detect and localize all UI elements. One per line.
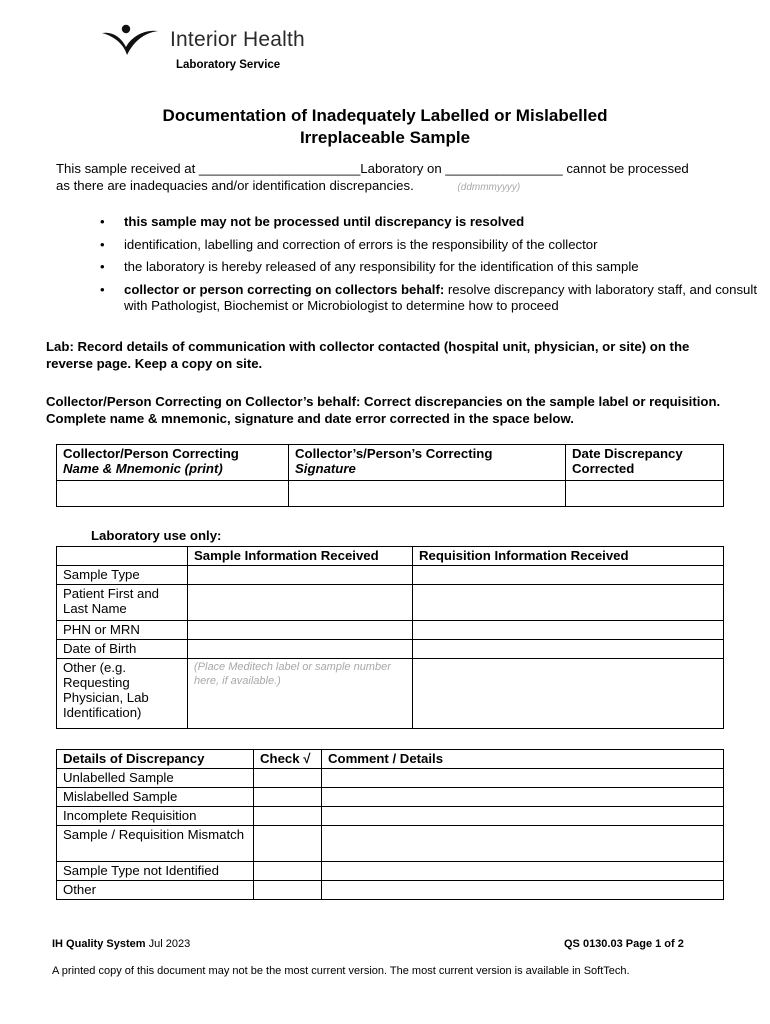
collector-name-field[interactable]	[57, 481, 289, 507]
list-item: • identification, labelling and correction of errors is the responsibility of the collector	[100, 237, 760, 254]
doc-reference: QS 0130.03 Page 1 of 2	[564, 938, 684, 950]
requisition-info-field[interactable]	[413, 659, 724, 729]
details-header: Details of Discrepancy	[57, 750, 254, 769]
footer-system	[52, 938, 190, 950]
comment-field[interactable]	[322, 807, 724, 826]
requisition-info-field[interactable]	[413, 566, 724, 585]
discrepancy-table	[56, 749, 724, 900]
meditech-label-placeholder: (Place Meditech label or sample number here, if available.)	[194, 661, 391, 687]
sample-info-field[interactable]	[188, 585, 413, 621]
comment-field[interactable]	[322, 826, 724, 862]
collector-signature-field[interactable]	[289, 481, 566, 507]
comment-field[interactable]	[322, 788, 724, 807]
check-field[interactable]	[254, 807, 322, 826]
lab-use-table	[56, 546, 724, 729]
collector-name-header: Collector/Person Correcting Name & Mnemonic (print)	[57, 445, 289, 481]
row-label: Other (e.g. Requesting Physician, Lab Identification)	[57, 659, 188, 729]
comment-header: Comment / Details	[322, 750, 724, 769]
header-logo	[100, 22, 305, 58]
row-label: Sample Type	[57, 566, 188, 585]
row-label: Date of Birth	[57, 640, 188, 659]
sample-info-field[interactable]	[188, 659, 413, 729]
instruction-list	[100, 214, 760, 321]
collector-signature-header: Collector’s/Person’s Correcting Signature	[289, 445, 566, 481]
intro-line-1: This sample received at ______________________Laboratory on ________________ cannot be processed	[56, 161, 689, 176]
row-label: PHN or MRN	[57, 621, 188, 640]
sample-info-field[interactable]	[188, 621, 413, 640]
discrepancy-type: Sample Type not Identified	[57, 862, 254, 881]
lab-use-corner	[57, 547, 188, 566]
discrepancy-type: Mislabelled Sample	[57, 788, 254, 807]
check-field[interactable]	[254, 788, 322, 807]
discrepancy-type: Other	[57, 881, 254, 900]
requisition-info-field[interactable]	[413, 621, 724, 640]
date-corrected-field[interactable]	[566, 481, 724, 507]
discrepancy-type: Sample / Requisition Mismatch	[57, 826, 254, 862]
date-corrected-header: Date Discrepancy Corrected	[566, 445, 724, 481]
list-item: • collector or person correcting on collectors behalf: resolve discrepancy with laboratory staff, and consult with Pathologist, Biochemist or Microbiologist to determine how to proceed	[100, 282, 760, 315]
row-label: Patient First and Last Name	[57, 585, 188, 621]
collector-table	[56, 444, 724, 507]
list-item: • the laboratory is hereby released of any responsibility for the identification of this sample	[100, 259, 760, 276]
lab-use-heading: Laboratory use only:	[91, 528, 222, 543]
service-name: Laboratory Service	[176, 59, 281, 71]
org-name: Interior Health	[170, 28, 305, 51]
check-header: Check √	[254, 750, 322, 769]
collector-note: Collector/Person Correcting on Collector’s behalf: Correct discrepancies on the sample label or requisition. Complete name & mnemonic, signature and date error corrected in the space below.	[46, 394, 721, 426]
discrepancy-type: Unlabelled Sample	[57, 769, 254, 788]
lab-note: Lab: Record details of communication with collector contacted (hospital unit, physician, or site) on the reverse page. Keep a copy on site.	[46, 339, 690, 371]
footer-disclaimer: A printed copy of this document may not be the most current version. The most current version is available in SoftTech.	[52, 965, 630, 977]
check-field[interactable]	[254, 862, 322, 881]
check-field[interactable]	[254, 881, 322, 900]
intro-line-2	[56, 177, 756, 196]
comment-field[interactable]	[322, 881, 724, 900]
title-line-1: Documentation of Inadequately Labelled or Mislabelled	[162, 106, 608, 125]
check-field[interactable]	[254, 769, 322, 788]
sample-info-header: Sample Information Received	[188, 547, 413, 566]
check-field[interactable]	[254, 826, 322, 862]
title-line-2: Irreplaceable Sample	[299, 128, 471, 147]
intro-paragraph	[56, 160, 756, 196]
comment-field[interactable]	[322, 862, 724, 881]
footer-date: Jul 2023	[148, 938, 191, 950]
discrepancy-type: Incomplete Requisition	[57, 807, 254, 826]
quality-system-label: IH Quality System	[52, 938, 146, 950]
comment-field[interactable]	[322, 769, 724, 788]
requisition-info-field[interactable]	[413, 585, 724, 621]
sample-info-field[interactable]	[188, 640, 413, 659]
list-item: • this sample may not be processed until discrepancy is resolved	[100, 214, 760, 231]
date-format-hint: (ddmmmyyyy)	[457, 182, 521, 193]
interior-health-logo-icon	[100, 23, 162, 57]
sample-info-field[interactable]	[188, 566, 413, 585]
requisition-info-field[interactable]	[413, 640, 724, 659]
requisition-info-header: Requisition Information Received	[413, 547, 724, 566]
page-title	[0, 105, 770, 149]
intro-line-2-text: as there are inadequacies and/or identification discrepancies.	[56, 178, 414, 193]
